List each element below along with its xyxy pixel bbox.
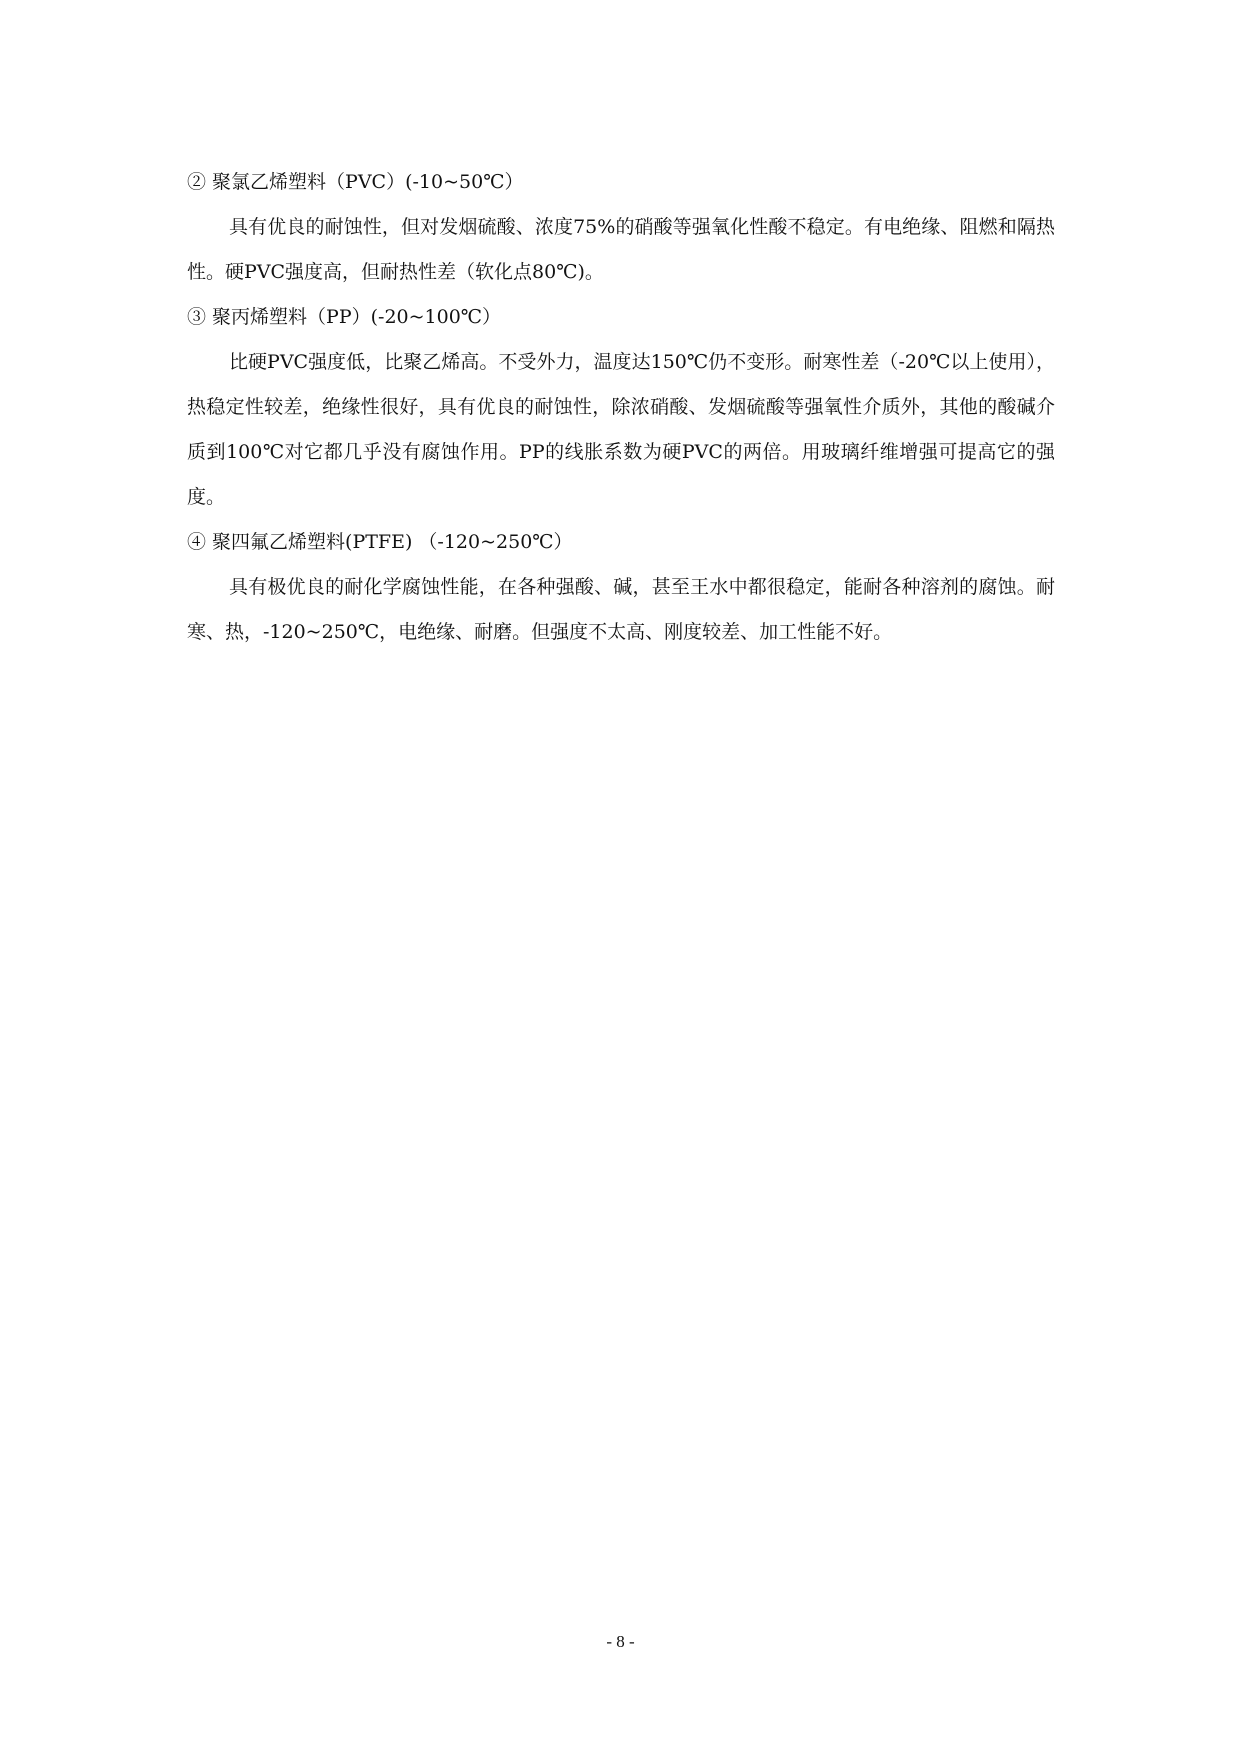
page-number: - 8 -	[606, 1632, 635, 1651]
section-body-ptfe: 具有极优良的耐化学腐蚀性能，在各种强酸、碱，甚至王水中都很稳定，能耐各种溶剂的腐蚀。耐寒、热，-120~250℃，电绝缘、耐磨。但强度不太高、刚度较差、加工性能不好。	[187, 576, 1055, 643]
section-heading-ptfe: ④ 聚四氟乙烯塑料(PTFE) （-120~250℃）	[187, 531, 573, 553]
section-body-pvc: 具有优良的耐蚀性，但对发烟硫酸、浓度75%的硝酸等强氧化性酸不稳定。有电绝缘、阻燃和隔热性。硬PVC强度高，但耐热性差（软化点80℃)。	[187, 216, 1055, 283]
section-heading-pvc: ② 聚氯乙烯塑料（PVC）(-10~50℃）	[187, 171, 524, 193]
page-content	[187, 160, 1055, 655]
section-body-pp: 比硬PVC强度低，比聚乙烯高。不受外力，温度达150℃仍不变形。耐寒性差（-20℃以上使用），热稳定性较差，绝缘性很好，具有优良的耐蚀性，除浓硝酸、发烟硫酸等强氧性介质外，其他的酸碱介质到100℃对它都几乎没有腐蚀作用。PP的线胀系数为硬PVC的两倍。用玻璃纤维增强可提高它的强度。	[187, 351, 1055, 508]
section-heading-pp: ③ 聚丙烯塑料（PP）(-20~100℃）	[187, 306, 502, 328]
